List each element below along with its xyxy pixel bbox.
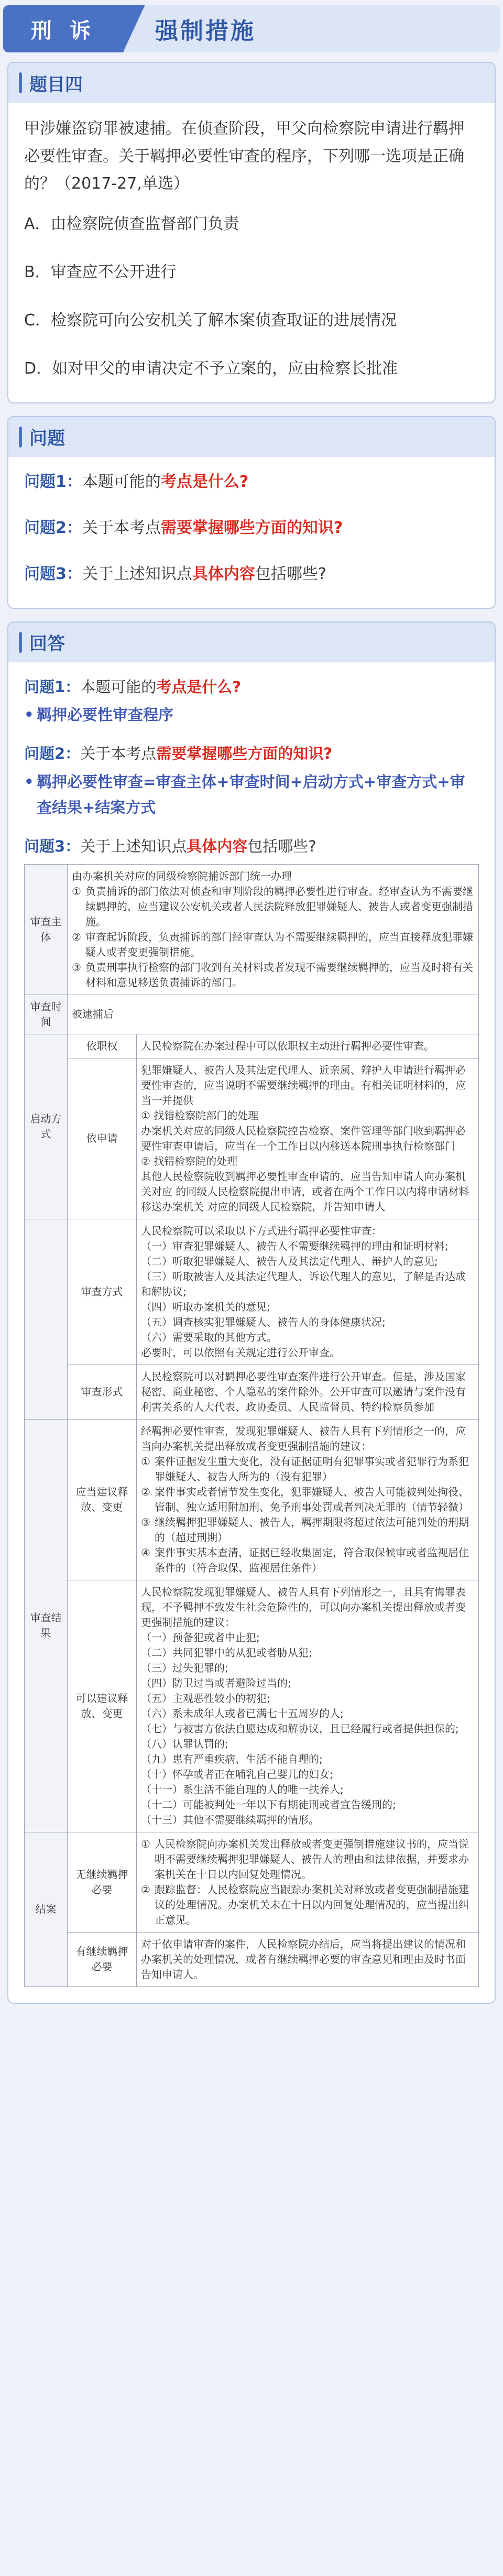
- table-row: [25, 995, 479, 1034]
- knowledge-table: [24, 864, 479, 1987]
- need-content: 对于依申请审查的案件，人民检察院办结后，应当将提出建议的情况和办案机关的处理情况，或者有继续羁押必要的审查意见和理由及时书面告知申请人。: [137, 1932, 479, 1986]
- row-label-release: 应当建议释放、变更: [68, 1419, 137, 1580]
- row-label-method: 审查方式: [68, 1219, 137, 1365]
- question-card-title: 题目四: [8, 63, 495, 103]
- release-content: 经羁押必要性审查，发现犯罪嫌疑人、被告人具有下列情形之一的，应当向办案机关提出释放或者变更强制措施的建议： ① 案件证据发生重大变化，没有证据证明有犯罪事实或者犯罪行为系犯罪嫌疑人、被告人所为的（没有犯罪） ② 案件事实或者情节发生变化，犯罪嫌疑人、被告人可能被判处拘役、管制、独立适用附加刑、免予刑事处罚或者判决无罪的（情节轻微） ③ 继续羁押犯罪嫌疑人、被告人，羁押期限将超过依法可能判处的刑期的（超过刑期） ④ 案件事实基本查清，证据已经收集固定，符合取保候审或者监视居住条件的（符合取保、监视居住条件）: [137, 1419, 479, 1580]
- answer-question-1: 问题1：本题可能的考点是什么?: [24, 678, 242, 696]
- row-label-form: 审查形式: [68, 1365, 137, 1419]
- option-d: D．如对甲父的申请决定不予立案的，应由检察长批准: [24, 359, 398, 378]
- row-label-time: 审查时间: [25, 995, 68, 1034]
- option-b: B．审查应不公开进行: [24, 263, 177, 281]
- may-release-content: 人民检察院发现犯罪嫌疑人、被告人具有下列情形之一，且具有悔罪表现，不予羁押不致发生社会危险性的，可以向办案机关提出释放或者变更强制措施的建议： （一）预备犯或者中止犯; （二）共同犯罪中的从犯或者胁从犯; （三）过失犯罪的; （四）防卫过当或者避险过当的; （五）主观恶性较小的初犯; （六）系未成年人或者已满七十五周岁的人; （七）与被害方依法自愿达成和解协议，且已经履行或者提供担保的; （八）认罪认罚的; （九）患有严重疾病、生活不能自理的; （十）怀孕或者正在哺乳自己婴儿的妇女; （十一）系生活不能自理的人的唯一扶养人; （十二）可能被判处一年以下有期徒刑或者宣告缓刑的; （十三）其他不需要继续羁押的情形。: [137, 1580, 479, 1832]
- row-label-may-release: 可以建议释放、变更: [68, 1580, 137, 1832]
- table-row: [25, 864, 479, 995]
- table-row: [25, 1365, 479, 1419]
- answer-2: • 羁押必要性审查=审查主体+审查时间+启动方式+审查方式+审查结果+结案方式: [24, 769, 479, 821]
- time-content: 被逮捕后: [68, 995, 479, 1034]
- table-row: [25, 1034, 479, 1058]
- row-label-need: 有继续羁押必要: [68, 1932, 137, 1986]
- table-row: [25, 1219, 479, 1365]
- table-row: [25, 1932, 479, 1986]
- problem-card-title: 问题: [8, 417, 495, 457]
- table-row: [25, 1832, 479, 1932]
- method-content: 人民检察院可以采取以下方式进行羁押必要性审查： （一）审查犯罪嫌疑人、被告人不需要继续羁押的理由和证明材料; （二）听取犯罪嫌疑人、被告人及其法定代理人、辩护人的意见; （三）听取被害人及其法定代理人、诉讼代理人的意见，了解是否达成和解协议; （四）听取办案机关的意见; （五）调查核实犯罪嫌疑人、被告人的身体健康状况; （六）需要采取的其他方式。 必要时，可以依照有关规定进行公开审查。: [137, 1219, 479, 1365]
- no-need-content: ① 人民检察院向办案机关发出释放或者变更强制措施建议书的，应当说明不需要继续羁押犯罪嫌疑人、被告人的理由和法律依据，并要求办案机关在十日以内回复处理情况。 ② 跟踪监督：人民检察院应当跟踪办案机关对释放或者变更强制措施建议的处理情况。办案机关未在十日以内回复处理情况的，应当提出纠正意见。: [137, 1832, 479, 1932]
- problem-question-2: 问题2：关于本考点需要掌握哪些方面的知识?: [24, 518, 343, 537]
- row-label-close: 结案: [25, 1832, 68, 1986]
- row-label-application: 依申请: [68, 1058, 137, 1219]
- subject-tag: 刑 诉: [3, 5, 124, 52]
- problem-card: [7, 416, 496, 609]
- option-c: C．检察院可向公安机关了解本案侦查取证的进展情况: [24, 311, 397, 330]
- row-label-subject: 审查主体: [25, 864, 68, 995]
- answer-card: [7, 621, 496, 2004]
- option-a: A．由检察院侦查监督部门负责: [24, 214, 239, 233]
- application-content: 犯罪嫌疑人、被告人及其法定代理人、近亲属、辩护人申请进行羁押必要性审查的，应当说明不需要继续羁押的理由。有相关证明材料的，应当一并提供 ① 找错检察院部门的处理 办案机关对应的同级人民检察院控告检察、案件管理等部门收到羁押必要性审查申请后，应当在一个工作日以内移送本院刑事执行检察部门 ② 找错检察院的处理 其他人民检察院收到羁押必要性审查申请的，应当告知申请人向办案机关对应 的同级人民检察院提出申请，或者在两个工作日以内将申请材料移送办案机关 对应的同级人民检察院，并告知申请人: [137, 1058, 479, 1219]
- row-label-start: 启动方式: [25, 1034, 68, 1219]
- header-divider: [124, 5, 145, 52]
- row-label-no-need: 无继续羁押必要: [68, 1832, 137, 1932]
- answer-question-2: 问题2：关于本考点需要掌握哪些方面的知识?: [24, 745, 333, 763]
- table-row: [25, 1580, 479, 1832]
- table-row: [25, 1419, 479, 1580]
- row-label-method-group: [25, 1219, 68, 1419]
- subject-content: 由办案机关对应的同级检察院捕诉部门统一办理 ① 负责捕诉的部门依法对侦查和审判阶段的羁押必要性进行审查。经审查认为不需要继续羁押的，应当建议公安机关或者人民法院释放犯罪嫌疑人、被告人或者变更强制措施。 ② 审查起诉阶段，负责捕诉的部门经审查认为不需要继续羁押的，应当直接释放犯罪嫌疑人或者变更强制措施。 ③ 负责刑事执行检察的部门收到有关材料或者发现不需要继续羁押的，应当及时将有关材料和意见移送负责捕诉的部门。: [68, 864, 479, 995]
- question-text: 甲涉嫌盗窃罪被逮捕。在侦查阶段，甲父向检察院申请进行羁押必要性审查。关于羁押必要性审查的程序，下列哪一选项是正确的？（2017-27,单选）: [24, 119, 464, 193]
- problem-question-1: 问题1：本题可能的考点是什么?: [24, 472, 249, 491]
- ex-officio-content: 人民检察院在办案过程中可以依职权主动进行羁押必要性审查。: [137, 1034, 479, 1058]
- page-title: 强制措施: [145, 5, 500, 52]
- answer-1: • 羁押必要性审查程序: [24, 702, 479, 728]
- table-row: [25, 1058, 479, 1219]
- question-card: [7, 62, 496, 403]
- row-label-ex-officio: 依职权: [68, 1034, 137, 1058]
- answer-card-title: 回答: [8, 623, 495, 662]
- answer-question-3: 问题3：关于上述知识点具体内容包括哪些?: [24, 837, 316, 856]
- form-content: 人民检察院可以对羁押必要性审查案件进行公开审查。但是，涉及国家秘密、商业秘密、个人隐私的案件除外。公开审查可以邀请与案件没有利害关系的人大代表、政协委员、人民监督员、特约检察员参加: [137, 1365, 479, 1419]
- page-header: [3, 5, 500, 52]
- problem-question-3: 问题3：关于上述知识点具体内容包括哪些?: [24, 564, 326, 583]
- row-label-result: 审查结果: [25, 1419, 68, 1832]
